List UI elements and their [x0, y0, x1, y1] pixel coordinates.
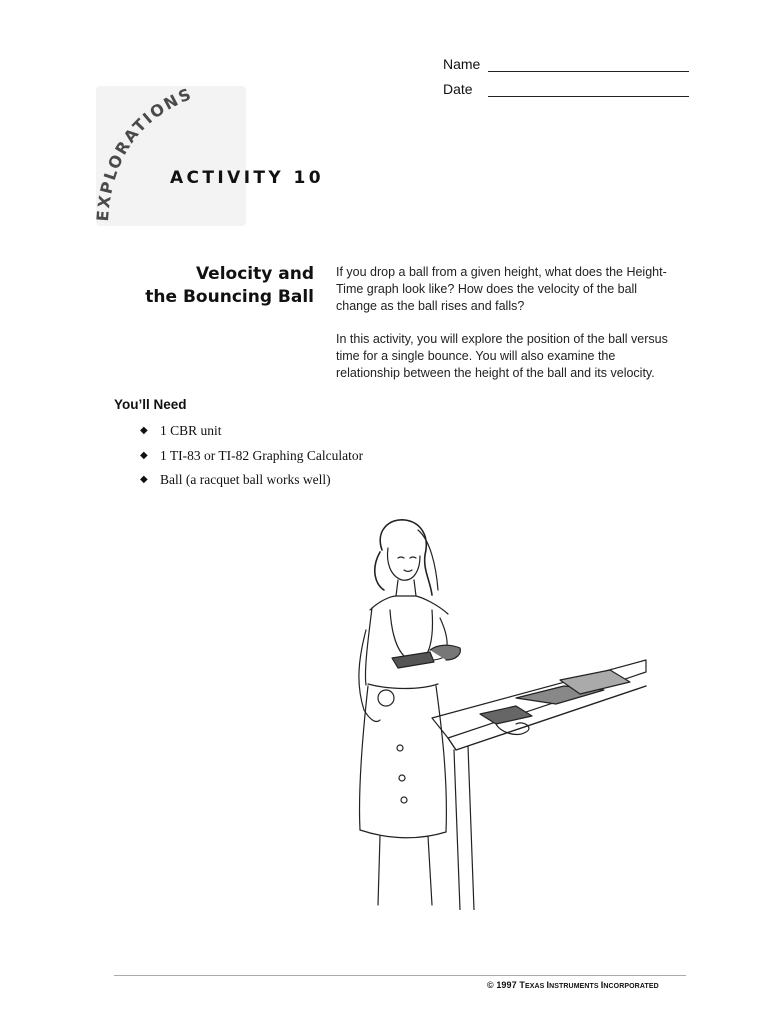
name-field-line[interactable]	[488, 71, 689, 72]
name-label: Name	[443, 56, 481, 72]
lesson-title-line2: the Bouncing Ball	[145, 287, 314, 307]
diamond-bullet-icon: ◆	[140, 449, 148, 461]
student-bouncing-ball-illustration	[320, 510, 660, 910]
list-item: ◆ 1 CBR unit	[140, 423, 222, 438]
date-label: Date	[443, 81, 473, 97]
intro-text	[336, 264, 676, 398]
needs-list	[140, 423, 363, 497]
diamond-bullet-icon: ◆	[140, 474, 148, 485]
lesson-title	[110, 263, 314, 309]
intro-paragraph-1: If you drop a ball from a given height, what does the Height-Time graph look like? How does the velocity of the ball change as the ball rises and falls?	[336, 265, 667, 313]
needs-heading: You’ll Need	[114, 397, 187, 412]
diamond-bullet-icon: ◆	[140, 425, 148, 436]
date-field-line[interactable]	[488, 96, 689, 97]
footer-copyright: © 1997 TEXAS INSTRUMENTS INCORPORATED	[487, 980, 659, 990]
activity-title: ACTIVITY 10	[170, 168, 324, 188]
list-item: ◆ 1 TI-83 or TI-82 Graphing Calculator	[140, 447, 364, 463]
lesson-title-line1: Velocity and	[195, 264, 314, 284]
footer-rule	[114, 975, 686, 976]
list-item: ◆ Ball (a racquet ball works well)	[140, 472, 331, 487]
explorations-word: EXPLORATIONS	[92, 83, 196, 223]
explorations-arc-graphic	[90, 70, 260, 230]
intro-paragraph-2: In this activity, you will explore the position of the ball versus time for a single bounce. You will also examine the relationship between the height of the ball and its velocity.	[336, 332, 668, 380]
